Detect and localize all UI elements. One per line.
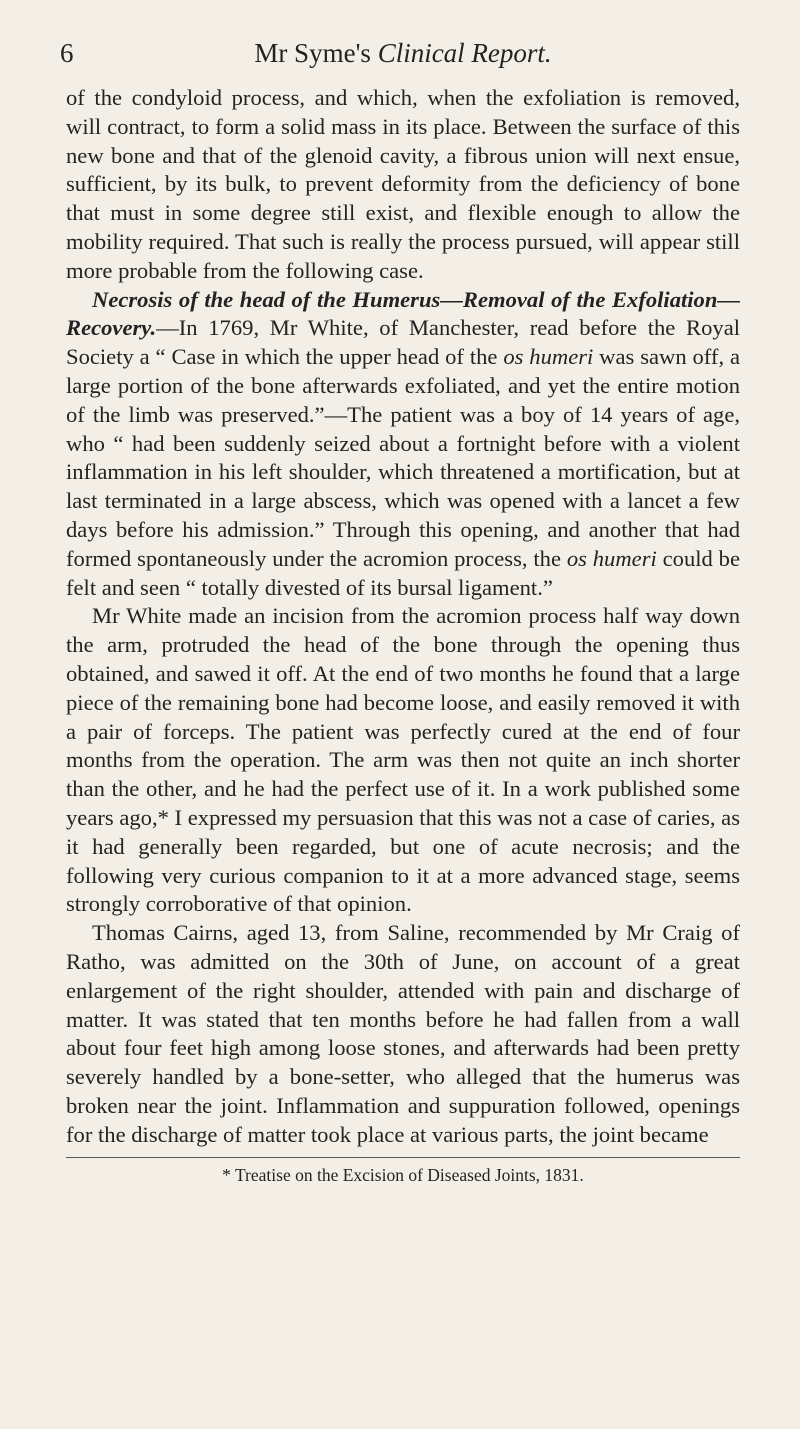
page-number: 6 [60, 38, 74, 68]
paragraph-2 [66, 286, 740, 603]
latin-term: os humeri [566, 545, 657, 571]
page-header [60, 38, 740, 78]
paragraph-3: Mr White made an incision from the acromion process half way down the arm, protruded the head of the bone through the opening thus obtained, and sawed it off. At the end of two months he found that a large piece of the remaining bone had become loose, and easily removed it with a pair of forceps. The patient was perfectly cured at the end of four months from the operation. The arm was then not quite an inch shorter than the other, and he had the perfect use of it. In a work published some years ago,* I expressed my persuasion that this was not a case of caries, as it had generally been regarded, but one of acute necrosis; and the following very curious companion to it at a more advanced stage, seems strongly corroborative of that opinion. [66, 603, 740, 917]
running-title-italic: Clinical Report. [377, 38, 552, 68]
paragraph-4: Thomas Cairns, aged 13, from Saline, recommended by Mr Craig of Ratho, was admitted on the 30th of June, on account of a great enlargement of the right shoulder, attended with pain and discharge of matter. It was stated that ten months before he had fallen from a wall about four feet high among loose stones, and afterwards had been pretty severely handled by a bone-setter, who alleged that the humerus was broken near the joint. Inflammation and suppuration followed, openings for the discharge of matter took place at various parts, the joint became [66, 920, 740, 1147]
case-heading: Necrosis of the head of the Humerus—Removal of the Exfoliation—Recovery. [66, 286, 740, 341]
footnote: * Treatise on the Excision of Diseased Joints, 1831. [222, 1165, 584, 1186]
body-text [66, 84, 740, 1149]
running-title [66, 38, 740, 69]
paragraph-1: of the condyloid process, and which, when the exfoliation is removed, will contract, to form a solid mass in its place. Between the surface of this new bone and that of the glenoid cavity, a fibrous union will next ensue, sufficient, by its bulk, to prevent deformity from the deficiency of bone that must in some degree still exist, and flexible enough to allow the mobility required. That such is really the process pursued, will appear still more probable from the following case. [66, 85, 740, 283]
footnote-rule [66, 1157, 740, 1158]
running-title-plain: Mr Syme's [254, 38, 378, 68]
paragraph-2-part-c: could be felt and seen “ totally divested of its bursal ligament.” [66, 545, 740, 600]
latin-term: os humeri [503, 344, 594, 370]
document-page [60, 38, 740, 1186]
paragraph-2-part-b: was sawn off, a large portion of the bone afterwards exfoliated, and yet the entire motion of the limb was preserved.”—The patient was a boy of 14 years of age, who “ had been suddenly seized about a fortnight before with a violent inflammation in his left shoulder, which threatened a mortification, but at last terminated in a large abscess, which was opened with a lancet a few days before his admission.” Through this opening, and another that had formed spontaneously under the acromion process, the [66, 344, 740, 571]
paragraph-2-part-a: —In 1769, Mr White, of Manchester, read before the Royal Society a “ Case in which the upper head of the [66, 315, 740, 370]
